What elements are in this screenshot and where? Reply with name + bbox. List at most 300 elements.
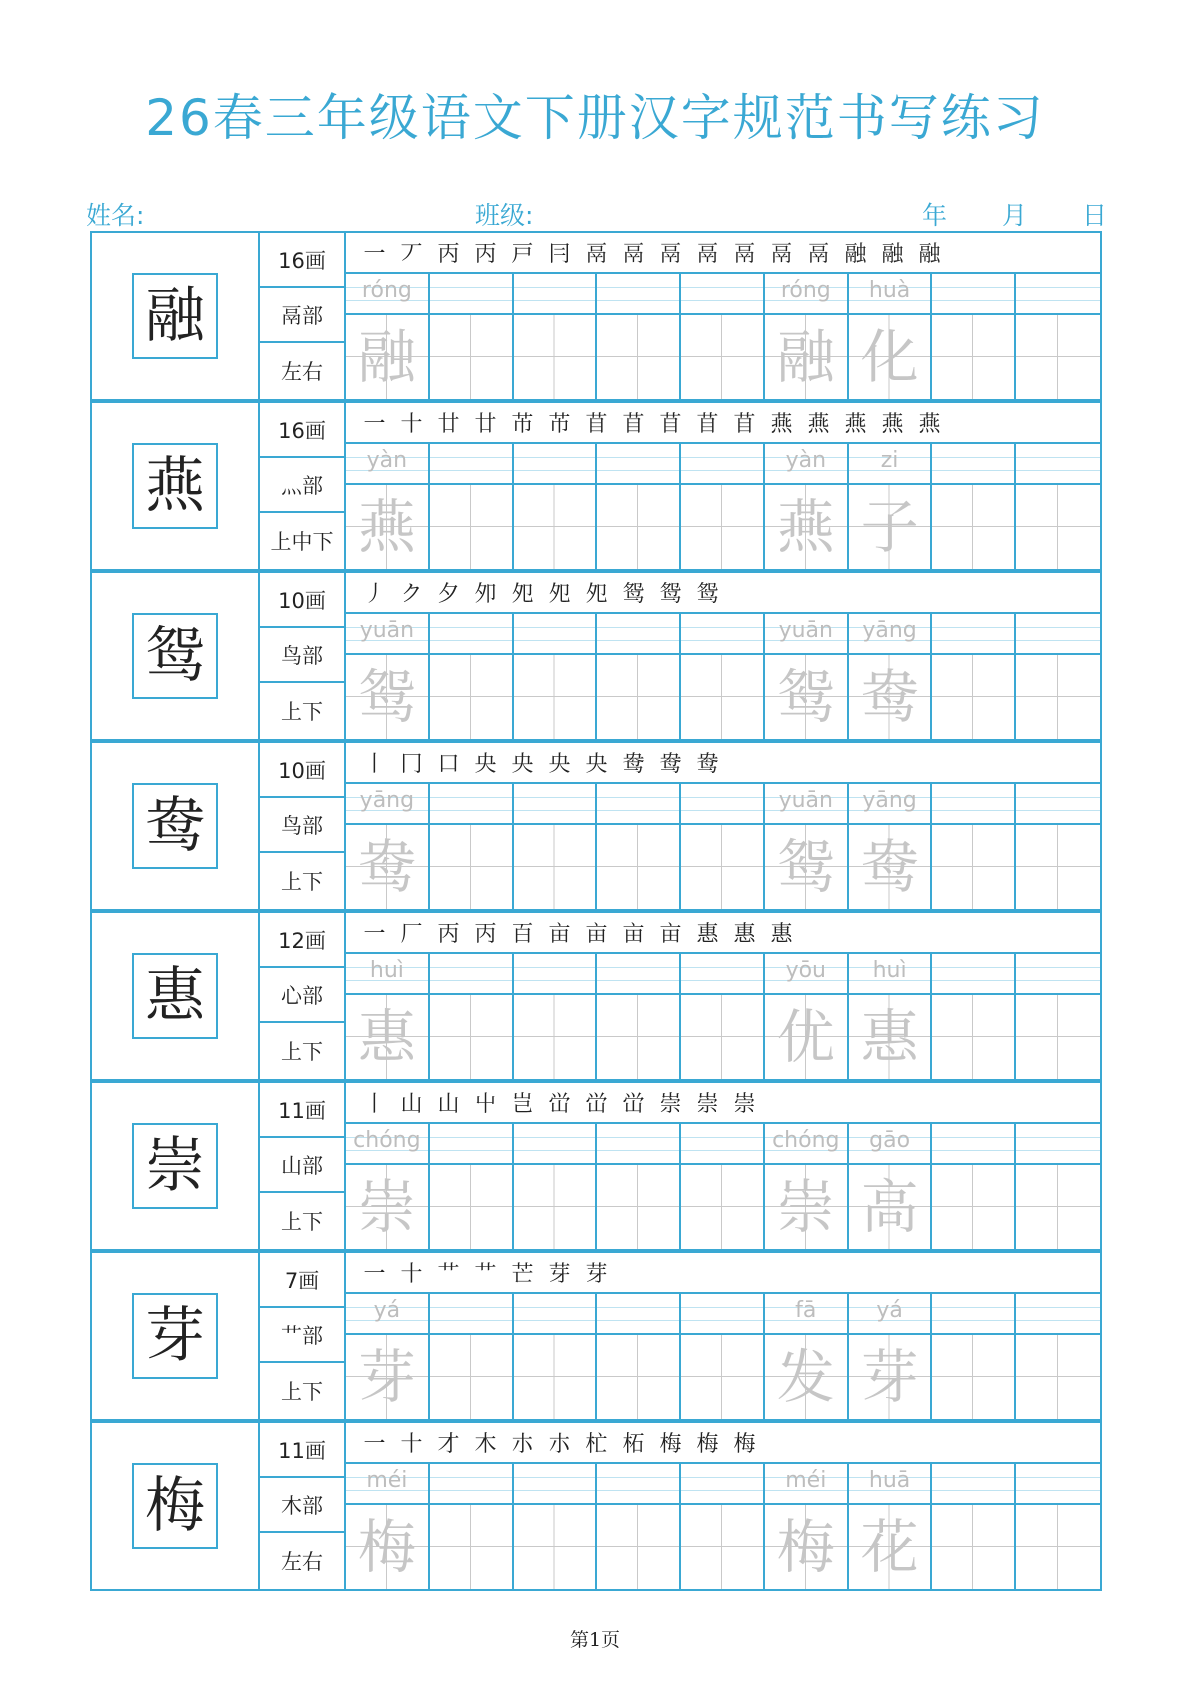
tianzi-box[interactable] <box>1016 485 1100 569</box>
pinyin-line[interactable] <box>849 784 931 825</box>
practice-cell[interactable] <box>346 614 430 739</box>
trace-character: 高 <box>860 1173 919 1241</box>
practice-cell[interactable] <box>932 274 1016 399</box>
practice-cell[interactable] <box>346 954 430 1079</box>
tianzi-box[interactable] <box>430 1335 512 1419</box>
pinyin-line[interactable] <box>514 1124 596 1165</box>
pinyin-line[interactable] <box>849 954 931 995</box>
tianzi-box[interactable] <box>681 1165 763 1249</box>
pinyin-line[interactable] <box>597 1464 679 1505</box>
stroke-step: 梅 <box>696 1432 719 1457</box>
practice-cell[interactable] <box>346 1124 430 1249</box>
tianzi-box[interactable] <box>514 1165 596 1249</box>
practice-cell[interactable] <box>681 274 765 399</box>
practice-cell[interactable] <box>430 784 514 909</box>
tianzi-box[interactable] <box>597 825 679 909</box>
practice-cell[interactable] <box>932 784 1016 909</box>
practice-cell[interactable] <box>1016 954 1100 1079</box>
pinyin-line[interactable] <box>932 614 1014 655</box>
practice-cell[interactable] <box>765 1124 849 1249</box>
trace-character: 崇 <box>776 1173 835 1241</box>
practice-cell[interactable] <box>430 444 514 569</box>
practice-cell[interactable] <box>849 1124 933 1249</box>
pinyin-line[interactable] <box>932 1124 1014 1165</box>
practice-cell[interactable] <box>1016 1124 1100 1249</box>
tianzi-box[interactable] <box>1016 315 1100 399</box>
stroke-step: 芽 <box>548 1262 571 1287</box>
practice-row <box>346 954 1100 1079</box>
practice-cell[interactable] <box>346 274 430 399</box>
tianzi-box[interactable] <box>932 485 1014 569</box>
practice-cell[interactable] <box>681 954 765 1079</box>
pinyin-line[interactable] <box>430 1464 512 1505</box>
tianzi-box[interactable] <box>849 1505 931 1589</box>
tianzi-box[interactable] <box>346 315 428 399</box>
practice-cell[interactable] <box>765 954 849 1079</box>
practice-cell[interactable] <box>932 954 1016 1079</box>
practice-row <box>346 784 1100 909</box>
pinyin-line[interactable] <box>849 274 931 315</box>
class-label: 班级: <box>475 201 534 230</box>
practice-cell[interactable] <box>597 1464 681 1589</box>
trace-character: 子 <box>860 493 919 561</box>
pinyin-line[interactable] <box>681 954 763 995</box>
pinyin-line[interactable] <box>681 274 763 315</box>
tianzi-box[interactable] <box>681 995 763 1079</box>
practice-cell[interactable] <box>1016 784 1100 909</box>
practice-cell[interactable] <box>932 1294 1016 1419</box>
tianzi-box[interactable] <box>932 825 1014 909</box>
practice-cell[interactable] <box>1016 1464 1100 1589</box>
trace-character <box>514 1335 596 1419</box>
day-label: 日 <box>1082 201 1108 230</box>
pinyin-line[interactable] <box>681 1464 763 1505</box>
pinyin-text: yàn <box>366 448 408 473</box>
practice-cell[interactable] <box>681 784 765 909</box>
character-block <box>90 911 1102 1081</box>
stroke-count: 11画 <box>260 1423 344 1478</box>
tianzi-box[interactable] <box>430 315 512 399</box>
tianzi-box[interactable] <box>597 995 679 1079</box>
tianzi-box[interactable] <box>765 995 847 1079</box>
pinyin-line[interactable] <box>597 1294 679 1335</box>
stroke-step: 鸯 <box>659 752 682 777</box>
pinyin-line[interactable] <box>514 444 596 485</box>
tianzi-box[interactable] <box>430 1165 512 1249</box>
pinyin-text: yá <box>876 1298 903 1323</box>
trace-character: 崇 <box>357 1173 416 1241</box>
pinyin-line[interactable] <box>1016 1294 1100 1335</box>
tianzi-box[interactable] <box>849 825 931 909</box>
practice-cell[interactable] <box>1016 274 1100 399</box>
stroke-step: 芇 <box>548 412 571 437</box>
tianzi-box[interactable] <box>597 1335 679 1419</box>
tianzi-box[interactable] <box>514 1335 596 1419</box>
pinyin-line[interactable] <box>597 274 679 315</box>
practice-cell[interactable] <box>932 444 1016 569</box>
practice-cell[interactable] <box>765 444 849 569</box>
tianzi-box[interactable] <box>765 655 847 739</box>
stroke-step: 岂 <box>511 1092 534 1117</box>
stroke-step: 峃 <box>622 1092 645 1117</box>
tianzi-box[interactable] <box>765 1335 847 1419</box>
model-character: 融 <box>132 273 218 359</box>
tianzi-box[interactable] <box>346 995 428 1079</box>
pinyin-line[interactable] <box>765 1294 847 1335</box>
trace-character <box>597 1165 679 1249</box>
trace-character <box>514 995 596 1079</box>
tianzi-box[interactable] <box>765 315 847 399</box>
tianzi-box[interactable] <box>849 1165 931 1249</box>
tianzi-box[interactable] <box>1016 1505 1100 1589</box>
practice-cell[interactable] <box>597 1124 681 1249</box>
practice-row <box>346 274 1100 399</box>
pinyin-line[interactable] <box>430 444 512 485</box>
pinyin-text: yuān <box>359 618 415 643</box>
stroke-step: 鬲 <box>622 242 645 267</box>
practice-cell[interactable] <box>765 274 849 399</box>
practice-cell[interactable] <box>514 444 598 569</box>
practice-cell[interactable] <box>765 1294 849 1419</box>
tianzi-box[interactable] <box>1016 825 1100 909</box>
model-character-cell <box>92 913 260 1079</box>
pinyin-line[interactable] <box>514 784 596 825</box>
tianzi-box[interactable] <box>597 655 679 739</box>
tianzi-box[interactable] <box>514 655 596 739</box>
tianzi-box[interactable] <box>514 1505 596 1589</box>
pinyin-text: chóng <box>772 1128 840 1153</box>
character-meta <box>260 1083 346 1249</box>
pinyin-line[interactable] <box>1016 1124 1100 1165</box>
tianzi-box[interactable] <box>681 1335 763 1419</box>
tianzi-box[interactable] <box>514 315 596 399</box>
stroke-step: 亩 <box>585 922 608 947</box>
practice-cell[interactable] <box>932 614 1016 739</box>
practice-cell[interactable] <box>597 614 681 739</box>
practice-cell[interactable] <box>1016 1294 1100 1419</box>
trace-character <box>430 995 512 1079</box>
practice-cell[interactable] <box>514 1464 598 1589</box>
tianzi-box[interactable] <box>1016 1335 1100 1419</box>
stroke-step: 燕 <box>807 412 830 437</box>
practice-cell[interactable] <box>932 1464 1016 1589</box>
tianzi-box[interactable] <box>932 995 1014 1079</box>
stroke-count: 16画 <box>260 233 344 288</box>
pinyin-line[interactable] <box>1016 274 1100 315</box>
pinyin-line[interactable] <box>514 954 596 995</box>
pinyin-line[interactable] <box>514 274 596 315</box>
practice-cell[interactable] <box>514 1294 598 1419</box>
stroke-count: 10画 <box>260 743 344 798</box>
tianzi-box[interactable] <box>346 1165 428 1249</box>
stroke-step: 央 <box>585 752 608 777</box>
model-character: 鸳 <box>132 613 218 699</box>
pinyin-line[interactable] <box>1016 1464 1100 1505</box>
trace-character: 芽 <box>357 1343 416 1411</box>
practice-cell[interactable] <box>849 1464 933 1589</box>
tianzi-box[interactable] <box>430 825 512 909</box>
practice-cell[interactable] <box>514 274 598 399</box>
tianzi-box[interactable] <box>430 1505 512 1589</box>
pinyin-line[interactable] <box>346 1464 428 1505</box>
pinyin-line[interactable] <box>346 954 428 995</box>
practice-cell[interactable] <box>681 1124 765 1249</box>
model-character-cell <box>92 573 260 739</box>
practice-cell[interactable] <box>681 1464 765 1589</box>
pinyin-line[interactable] <box>765 274 847 315</box>
practice-cell[interactable] <box>849 274 933 399</box>
tianzi-box[interactable] <box>597 485 679 569</box>
pinyin-line[interactable] <box>346 1124 428 1165</box>
practice-cell[interactable] <box>765 614 849 739</box>
stroke-step: 芒 <box>511 1262 534 1287</box>
pinyin-line[interactable] <box>514 614 596 655</box>
practice-cell[interactable] <box>849 444 933 569</box>
pinyin-line[interactable] <box>849 1124 931 1165</box>
pinyin-line[interactable] <box>932 784 1014 825</box>
trace-character <box>932 1165 1014 1249</box>
tianzi-box[interactable] <box>765 1165 847 1249</box>
pinyin-line[interactable] <box>597 784 679 825</box>
practice-cell[interactable] <box>849 954 933 1079</box>
pinyin-line[interactable] <box>932 444 1014 485</box>
practice-cell[interactable] <box>597 444 681 569</box>
practice-cell[interactable] <box>597 784 681 909</box>
pinyin-text: huā <box>868 1468 911 1493</box>
pinyin-line[interactable] <box>430 1124 512 1165</box>
pinyin-line[interactable] <box>932 1464 1014 1505</box>
stroke-step: 艹 <box>437 1262 460 1287</box>
tianzi-box[interactable] <box>514 825 596 909</box>
trace-character <box>932 655 1014 739</box>
pinyin-line[interactable] <box>681 784 763 825</box>
pinyin-text: gāo <box>869 1128 911 1153</box>
practice-cell[interactable] <box>346 1464 430 1589</box>
tianzi-box[interactable] <box>1016 995 1100 1079</box>
tianzi-box[interactable] <box>932 1505 1014 1589</box>
practice-cell[interactable] <box>849 614 933 739</box>
tianzi-box[interactable] <box>681 485 763 569</box>
pinyin-line[interactable] <box>1016 444 1100 485</box>
tianzi-box[interactable] <box>430 655 512 739</box>
pinyin-line[interactable] <box>597 1124 679 1165</box>
trace-character: 惠 <box>860 1003 919 1071</box>
trace-character <box>597 485 679 569</box>
tianzi-box[interactable] <box>932 315 1014 399</box>
character-block <box>90 231 1102 401</box>
stroke-step: 苜 <box>622 412 645 437</box>
practice-cell[interactable] <box>514 1124 598 1249</box>
tianzi-box[interactable] <box>932 1335 1014 1419</box>
year-label: 年 <box>922 201 948 230</box>
pinyin-line[interactable] <box>681 614 763 655</box>
pinyin-line[interactable] <box>597 444 679 485</box>
pinyin-line[interactable] <box>514 1294 596 1335</box>
practice-cell[interactable] <box>597 274 681 399</box>
model-character: 燕 <box>132 443 218 529</box>
tianzi-box[interactable] <box>932 655 1014 739</box>
practice-cell[interactable] <box>597 1294 681 1419</box>
practice-cell[interactable] <box>681 1294 765 1419</box>
practice-cell[interactable] <box>932 1124 1016 1249</box>
trace-character <box>1016 1165 1100 1249</box>
pinyin-line[interactable] <box>430 784 512 825</box>
practice-cell[interactable] <box>346 1294 430 1419</box>
pinyin-line[interactable] <box>765 784 847 825</box>
pinyin-text: méi <box>366 1468 408 1493</box>
stroke-step: 才 <box>437 1432 460 1457</box>
stroke-step: 苜 <box>733 412 756 437</box>
stroke-step: 戸 <box>511 242 534 267</box>
tianzi-box[interactable] <box>514 995 596 1079</box>
stroke-step: 鸳 <box>696 582 719 607</box>
trace-character <box>681 1335 763 1419</box>
trace-character <box>681 1165 763 1249</box>
tianzi-box[interactable] <box>346 655 428 739</box>
pinyin-line[interactable] <box>681 444 763 485</box>
practice-cell[interactable] <box>430 1464 514 1589</box>
practice-cell[interactable] <box>765 1464 849 1589</box>
tianzi-box[interactable] <box>932 1165 1014 1249</box>
trace-character <box>514 485 596 569</box>
practice-cell[interactable] <box>681 444 765 569</box>
practice-cell[interactable] <box>430 954 514 1079</box>
pinyin-line[interactable] <box>430 614 512 655</box>
trace-character: 花 <box>860 1513 919 1581</box>
practice-cell[interactable] <box>430 1124 514 1249</box>
pinyin-line[interactable] <box>514 1464 596 1505</box>
stroke-count: 7画 <box>260 1253 344 1308</box>
tianzi-box[interactable] <box>597 315 679 399</box>
tianzi-box[interactable] <box>681 315 763 399</box>
practice-cell[interactable] <box>765 784 849 909</box>
stroke-step: 丙 <box>437 922 460 947</box>
stroke-step: ク <box>400 582 423 607</box>
pinyin-line[interactable] <box>597 614 679 655</box>
pinyin-line[interactable] <box>932 1294 1014 1335</box>
tianzi-box[interactable] <box>765 1505 847 1589</box>
pinyin-line[interactable] <box>765 1464 847 1505</box>
stroke-count: 10画 <box>260 573 344 628</box>
tianzi-box[interactable] <box>681 825 763 909</box>
tianzi-box[interactable] <box>346 1505 428 1589</box>
tianzi-box[interactable] <box>1016 655 1100 739</box>
trace-character <box>597 315 679 399</box>
practice-cell[interactable] <box>430 1294 514 1419</box>
character-meta <box>260 1253 346 1419</box>
tianzi-box[interactable] <box>849 995 931 1079</box>
stroke-step: 廿 <box>437 412 460 437</box>
pinyin-line[interactable] <box>849 1294 931 1335</box>
pinyin-line[interactable] <box>1016 614 1100 655</box>
tianzi-box[interactable] <box>430 485 512 569</box>
pinyin-line[interactable] <box>1016 784 1100 825</box>
tianzi-box[interactable] <box>849 1335 931 1419</box>
tianzi-box[interactable] <box>849 315 931 399</box>
tianzi-box[interactable] <box>765 485 847 569</box>
tianzi-box[interactable] <box>597 1165 679 1249</box>
practice-cell[interactable] <box>514 954 598 1079</box>
pinyin-line[interactable] <box>346 1294 428 1335</box>
pinyin-line[interactable] <box>765 444 847 485</box>
tianzi-box[interactable] <box>681 655 763 739</box>
tianzi-box[interactable] <box>765 825 847 909</box>
stroke-step: 百 <box>511 922 534 947</box>
pinyin-line[interactable] <box>597 954 679 995</box>
tianzi-box[interactable] <box>514 485 596 569</box>
tianzi-box[interactable] <box>346 825 428 909</box>
pinyin-text: róng <box>361 278 412 303</box>
trace-character <box>514 655 596 739</box>
pinyin-text: huà <box>868 278 911 303</box>
practice-cell[interactable] <box>849 784 933 909</box>
tianzi-box[interactable] <box>681 1505 763 1589</box>
pinyin-line[interactable] <box>430 274 512 315</box>
practice-cell[interactable] <box>346 444 430 569</box>
practice-cell[interactable] <box>430 274 514 399</box>
stroke-step: 冂 <box>400 752 423 777</box>
trace-character: 鸳 <box>776 833 835 901</box>
trace-character: 鸳 <box>776 663 835 731</box>
character-meta <box>260 573 346 739</box>
stroke-step: 厂 <box>400 922 423 947</box>
practice-row <box>346 1464 1100 1589</box>
practice-cell[interactable] <box>514 614 598 739</box>
pinyin-line[interactable] <box>346 274 428 315</box>
pinyin-line[interactable] <box>765 954 847 995</box>
tianzi-box[interactable] <box>346 485 428 569</box>
stroke-step: 夗 <box>585 582 608 607</box>
pinyin-line[interactable] <box>765 1124 847 1165</box>
practice-cell[interactable] <box>430 614 514 739</box>
tianzi-box[interactable] <box>597 1505 679 1589</box>
pinyin-line[interactable] <box>346 444 428 485</box>
pinyin-line[interactable] <box>1016 954 1100 995</box>
pinyin-line[interactable] <box>932 954 1014 995</box>
stroke-step: 夗 <box>548 582 571 607</box>
practice-cell[interactable] <box>597 954 681 1079</box>
pinyin-line[interactable] <box>346 614 428 655</box>
stroke-step: 一 <box>363 242 386 267</box>
practice-cell[interactable] <box>1016 614 1100 739</box>
pinyin-line[interactable] <box>765 614 847 655</box>
pinyin-line[interactable] <box>430 1294 512 1335</box>
pinyin-line[interactable] <box>681 1124 763 1165</box>
pinyin-line[interactable] <box>849 444 931 485</box>
character-meta <box>260 1423 346 1589</box>
trace-character <box>514 825 596 909</box>
pinyin-line[interactable] <box>681 1294 763 1335</box>
tianzi-box[interactable] <box>849 485 931 569</box>
practice-cell[interactable] <box>1016 444 1100 569</box>
tianzi-box[interactable] <box>346 1335 428 1419</box>
trace-character: 融 <box>357 323 416 391</box>
pinyin-line[interactable] <box>430 954 512 995</box>
practice-cell[interactable] <box>346 784 430 909</box>
tianzi-box[interactable] <box>1016 1165 1100 1249</box>
pinyin-line[interactable] <box>932 274 1014 315</box>
tianzi-box[interactable] <box>430 995 512 1079</box>
practice-cell[interactable] <box>514 784 598 909</box>
practice-cell[interactable] <box>681 614 765 739</box>
tianzi-box[interactable] <box>849 655 931 739</box>
stroke-step: 丆 <box>400 242 423 267</box>
pinyin-line[interactable] <box>346 784 428 825</box>
pinyin-line[interactable] <box>849 1464 931 1505</box>
practice-cell[interactable] <box>849 1294 933 1419</box>
pinyin-line[interactable] <box>849 614 931 655</box>
structure: 上下 <box>281 1209 323 1234</box>
